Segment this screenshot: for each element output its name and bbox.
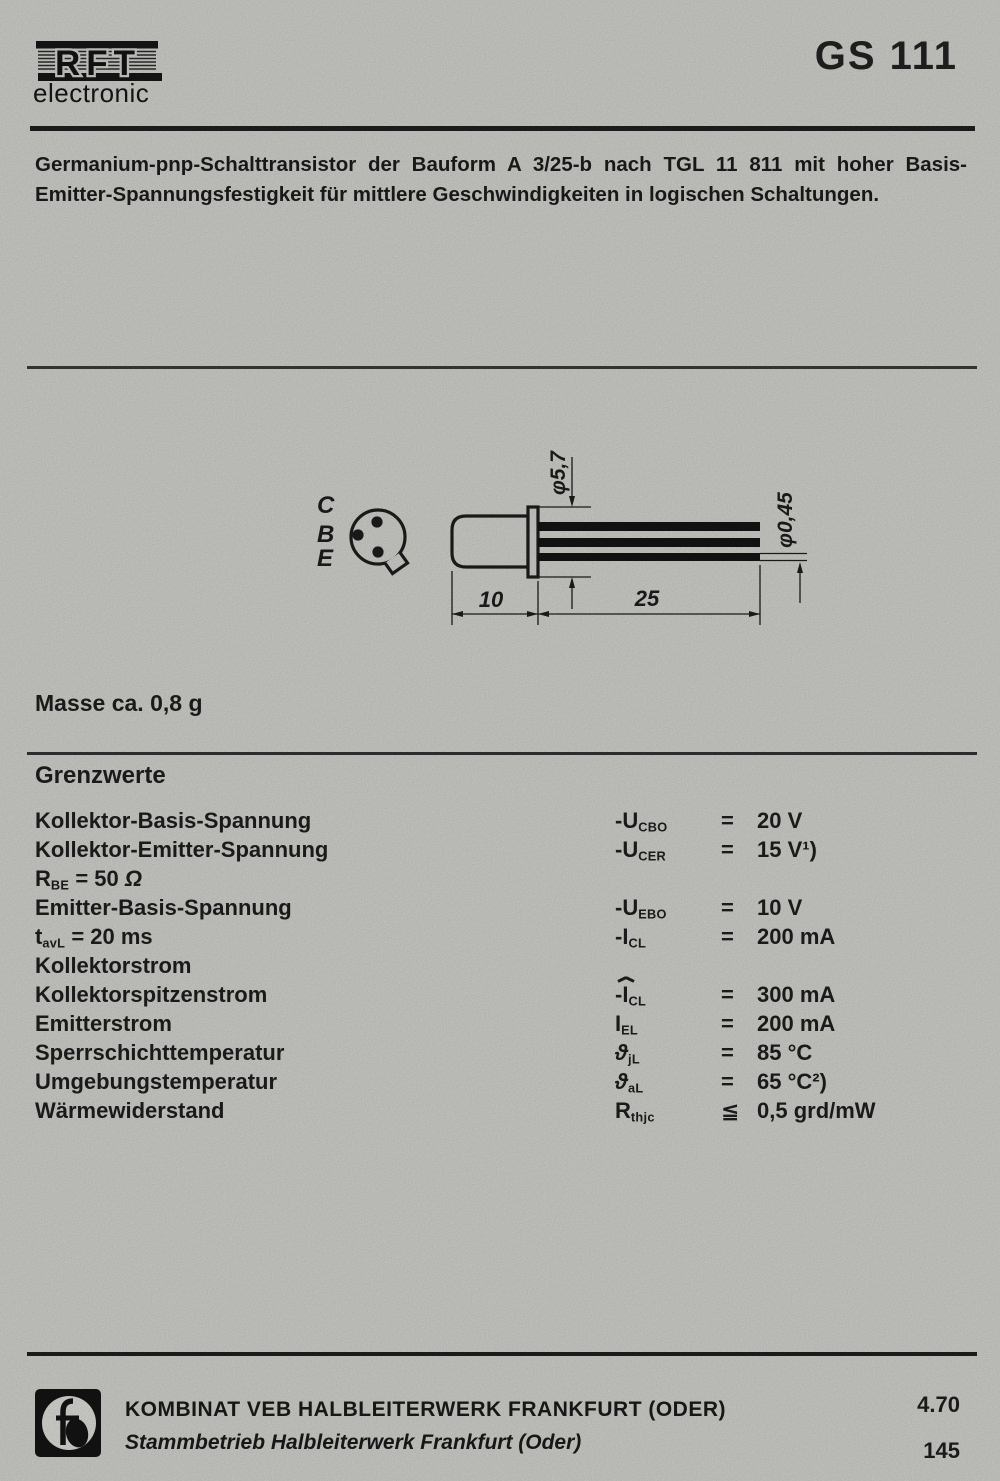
text-part: R bbox=[615, 1098, 631, 1123]
text-part: Kollektor-Basis-Spannung bbox=[35, 808, 312, 833]
pin-label-base: B bbox=[317, 521, 335, 548]
text-part: -U bbox=[615, 895, 639, 920]
footer-rule bbox=[27, 1352, 977, 1356]
text-part: Emitter-Basis-Spannung bbox=[35, 895, 292, 920]
text-part: Sperrschichttemperatur bbox=[35, 1040, 285, 1065]
limit-parameter bbox=[35, 1009, 172, 1038]
brand-subtitle: electronic bbox=[33, 78, 150, 108]
subscript: thjc bbox=[630, 1109, 655, 1125]
package-outline-drawing bbox=[295, 435, 815, 635]
limit-symbol bbox=[615, 1096, 655, 1132]
limit-value: 10 V bbox=[757, 895, 803, 920]
limit-parameter bbox=[35, 1096, 225, 1125]
limits-rule bbox=[27, 752, 977, 755]
limit-value: 300 mA bbox=[757, 982, 836, 1007]
subscript: jL bbox=[628, 1051, 640, 1067]
limit-relation: = bbox=[721, 895, 734, 920]
limit-value: 65 °C²) bbox=[757, 1069, 827, 1094]
limit-relation: = bbox=[721, 924, 734, 949]
text-part: R bbox=[35, 866, 51, 891]
subscript: aL bbox=[628, 1080, 644, 1096]
text-part: t bbox=[35, 924, 43, 949]
subscript: CL bbox=[628, 935, 647, 951]
company-subline: Stammbetrieb Halbleiterwerk Frankfurt (Oder) bbox=[125, 1431, 582, 1454]
text-part: ϑ bbox=[615, 1040, 629, 1065]
limit-value: 15 V¹) bbox=[757, 837, 817, 862]
text-part: Umgebungstemperatur bbox=[35, 1069, 278, 1094]
dim-lead-length: 25 bbox=[634, 586, 660, 611]
limit-value: 0,5 grd/mW bbox=[757, 1098, 876, 1123]
subscript: CER bbox=[638, 848, 667, 864]
limit-parameter bbox=[35, 806, 311, 835]
part-number: GS 111 bbox=[814, 34, 958, 78]
text-part: Kollektor-Emitter-Spannung bbox=[35, 837, 329, 862]
limit-parameter bbox=[35, 1038, 284, 1067]
halbleiterwerk-logo bbox=[35, 1389, 101, 1457]
text-part: -U bbox=[615, 808, 639, 833]
text-part: Emitterstrom bbox=[35, 1011, 172, 1036]
company-name: KOMBINAT VEB HALBLEITERWERK FRANKFURT (ODER) bbox=[125, 1398, 727, 1421]
limit-row bbox=[35, 1038, 970, 1067]
limit-relation: = bbox=[721, 1040, 734, 1065]
text-part: - bbox=[615, 982, 623, 1007]
limit-row bbox=[35, 1096, 970, 1125]
limit-row bbox=[35, 806, 970, 835]
document-date: 4.70 bbox=[917, 1392, 960, 1417]
limit-row bbox=[35, 835, 970, 864]
page-number: 145 bbox=[923, 1438, 960, 1463]
limit-parameter bbox=[35, 1067, 277, 1096]
limit-row bbox=[35, 980, 970, 1009]
pin-label-emitter: E bbox=[317, 545, 334, 572]
text-part: ϑ bbox=[615, 1069, 629, 1094]
rft-logo-text: RFT bbox=[54, 44, 142, 83]
limit-row bbox=[35, 922, 970, 951]
dim-lead-diameter: φ0,45 bbox=[774, 492, 797, 548]
text-part: Wärmewiderstand bbox=[35, 1098, 225, 1123]
description-line-2: Emitter-Spannungsfestigkeit für mittlere Geschwindigkeiten in logischen Schaltungen. bbox=[35, 183, 880, 206]
limit-parameter bbox=[35, 980, 267, 1009]
limit-relation: = bbox=[721, 982, 734, 1007]
peak-hat-symbol: I bbox=[622, 982, 629, 1007]
subscript: CL bbox=[628, 993, 647, 1009]
transistor-body bbox=[452, 516, 528, 567]
limit-row bbox=[35, 1067, 970, 1096]
limit-value: 85 °C bbox=[757, 1040, 813, 1065]
limit-value: 200 mA bbox=[757, 1011, 836, 1036]
limit-relation: ≦ bbox=[721, 1098, 740, 1123]
limit-parameter bbox=[35, 893, 292, 922]
limit-parameter bbox=[35, 835, 328, 864]
limit-relation: = bbox=[721, 837, 734, 862]
limits-section-title: Grenzwerte bbox=[35, 762, 166, 789]
text-part: -U bbox=[615, 837, 639, 862]
subscript: CBO bbox=[638, 819, 668, 835]
limit-row bbox=[35, 1009, 970, 1038]
limit-row bbox=[35, 951, 970, 980]
limit-relation: = bbox=[721, 1011, 734, 1036]
limit-parameter bbox=[35, 951, 191, 980]
limit-row bbox=[35, 893, 970, 922]
text-part: I bbox=[615, 1011, 622, 1036]
description-line-1: Germanium-pnp-Schalttransistor der Bauform A 3/25-b nach TGL 11 811 mit hoher Basis- bbox=[35, 153, 967, 176]
description-paragraph bbox=[35, 150, 967, 210]
limit-relation: = bbox=[721, 1069, 734, 1094]
text-part: = 50 bbox=[69, 866, 125, 891]
limits-table bbox=[35, 806, 970, 1125]
mass-note: Masse ca. 0,8 g bbox=[35, 690, 203, 716]
section-rule-top bbox=[27, 366, 977, 369]
subscript: EL bbox=[621, 1022, 639, 1038]
text-part: = 20 ms bbox=[65, 924, 153, 949]
pin-label-collector: C bbox=[317, 492, 335, 519]
subscript: EBO bbox=[638, 906, 667, 922]
transistor-leads bbox=[538, 522, 760, 561]
subscript: avL bbox=[42, 935, 66, 951]
dim-body-diameter: φ5,7 bbox=[547, 451, 570, 495]
transistor-flange bbox=[528, 507, 538, 577]
header-rule bbox=[30, 126, 975, 131]
text-part: Kollektorstrom bbox=[35, 953, 192, 978]
limit-relation: = bbox=[721, 808, 734, 833]
text-part: -I bbox=[615, 924, 629, 949]
subscript: BE bbox=[50, 877, 70, 893]
text-part: Kollektorspitzenstrom bbox=[35, 982, 268, 1007]
text-part: Ω bbox=[124, 866, 143, 891]
dim-body-length: 10 bbox=[478, 587, 504, 612]
limit-value: 200 mA bbox=[757, 924, 836, 949]
limit-row bbox=[35, 864, 970, 893]
limit-value: 20 V bbox=[757, 808, 803, 833]
